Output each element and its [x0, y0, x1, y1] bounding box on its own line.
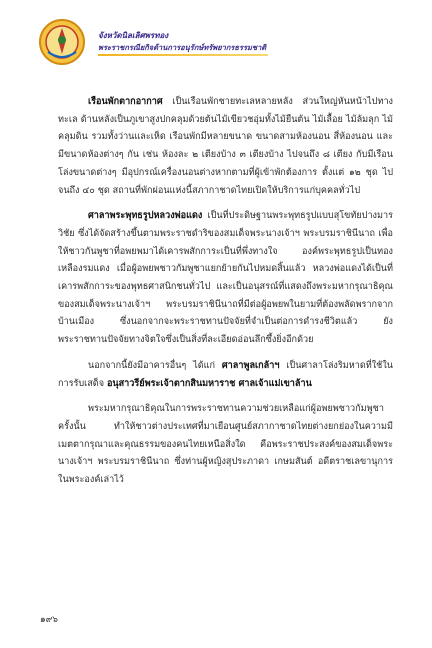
paragraph-text: พระมหากรุณาธิคุณในการพระราชทานความช่วยเหลือแก่ผู้อพยพชาวกัมพูชาครั้งนั้น ทำให้ชาวต่างประเทศที่มาเยือนศูนย์สภากาชาดไทยต่างยกย่องในความมีเมตตากรุณาและคุณธรรมของคนไทยเหนือสิ่งใด คือพระราชประสงค์ของสมเด็จพระนางเจ้าฯ พระบรมราชินีนาถ ซึ่งท่านผู้หญิงสุประภาดา เกษมสันต์ อดีตราชเลขานุการในพระองค์เล่าไว้	[58, 404, 393, 486]
page-number: ๑๙๖	[40, 615, 59, 625]
body-content	[58, 94, 393, 490]
header-subtitle: พระราชกรณียกิจด้านการอนุรักษ์ทรัพยากรธรรมชาติ	[98, 43, 267, 52]
paragraph-text: เป็นที่ประดิษฐานพระพุทธรูปแบบสุโขทัยปางมารวิชัย ซึ่งได้จัดสร้างขึ้นตามพระราชดำริของสมเด็จพระนางเจ้าฯ พระบรมราชินีนาถ เพื่อให้ชาวกันพูชาที่อพยพมาได้เคารพสักการะเป็นที่พึ่งทางใจ องค์พระพุทธรูปเป็นทองเหลืองรมแดง เมื่อผู้อพยพชาวกัมพูชาแยกย้ายกันไปหมดสิ้นแล้ว หลวงพ่อแดงได้เป็นที่เคารพสักการะของพุทธศาสนิกชนทั่วไป และเป็นอนุสรณ์ที่แสดงถึงพระมหากรุณาธิคุณของสมเด็จพระนางเจ้าฯ พระบรมราชินีนาถที่มีต่อผู้อพยพในยามที่ต้องพลัดพรากจากบ้านเมือง ซึ่งนอกจากจะพระราชทานปัจจัยที่จำเป็นต่อการดำรงชีวิตแล้ว ยังพระราชทานปัจจัยทางจิตใจซึ่งเป็นสิ่งที่ละเอียดอ่อนลึกซึ้งยิ่งอีกด้วย	[58, 211, 393, 346]
header-title: จังหวัดนิลเลิศพรทอง	[98, 31, 169, 40]
emblem-logo-icon	[38, 18, 86, 66]
header-rule	[98, 54, 268, 56]
paragraph-royal-grace	[58, 401, 393, 490]
paragraph-text: นอกจากนี้ยังมีอาคารอื่นๆ ได้แก่	[88, 360, 222, 371]
paragraph-text: เป็นเรือนพักชายทะเลหลายหลัง ส่วนใหญ่หันหน้าไปทางทะเล ด้านหลังเป็นภูเขาสูงปกคลุมด้วยต้นไม้เขียวชอุ่มทั้งไม้ยืนต้น ไม้เลื้อย ไม้ล้มลุก ไม้คลุมดิน รวมทั้งว่านและเห็ด เรือนพักมีหลายขนาด ขนาดสามห้องนอน สี่ห้องนอน และมีขนาดห้องต่างๆ กัน เช่น ห้องละ ๒ เตียงบ้าง ๓ เตียงบ้าง ไปจนถึง ๘ เตียง กับมีเรือนโล่งขนาดต่างๆ มีอุปกรณ์เครื่องนอนต่างหากตามที่ผู้เข้าพักต้องการ ตั้งแต่ ๑๒ ชุด ไปจนถึง ๔๐ ชุด สถานที่พักผ่อนแห่งนี้สภากาชาดไทยเปิดให้บริการแก่บุคคลทั่วไป	[58, 97, 393, 196]
page-header	[38, 18, 398, 68]
paragraph-other-buildings	[58, 358, 393, 393]
paragraph-buddha-hall	[58, 208, 393, 350]
paragraph-lead: อนุสาวรีย์พระเจ้าตากสินมหาราช ศาลเจ้าแม่เขาล้าน	[106, 378, 312, 389]
paragraph-lead: ศาลาพูลเกล้าฯ	[221, 360, 280, 371]
paragraph-lead: ศาลาพระพุทธรูปหลวงพ่อแดง	[88, 211, 203, 222]
paragraph-text: เป็นศาลาโล่งริมหาดที่ใช้ในการรับเสด็จ	[58, 360, 394, 389]
paragraph-lead: เรือนพักตากอากาศ	[88, 97, 163, 107]
paragraph-beach-house	[58, 94, 393, 200]
